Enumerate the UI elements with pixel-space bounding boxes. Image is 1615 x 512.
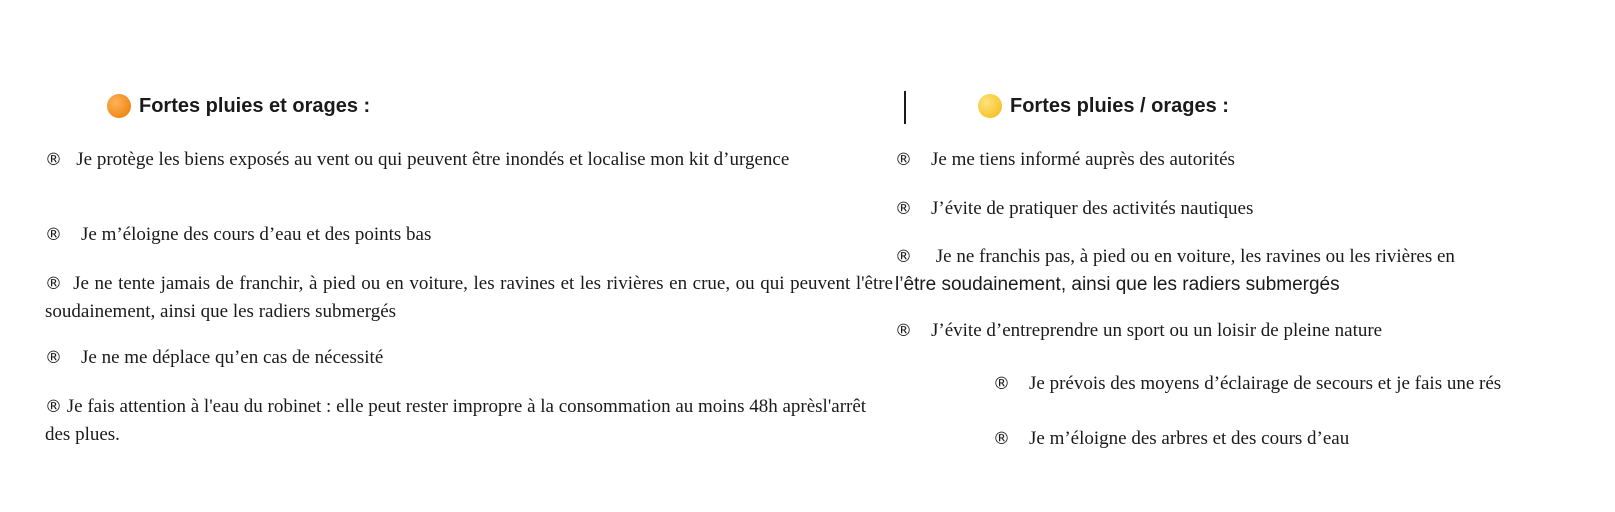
right-item-1-text: Je me tiens informé auprès des autorités [931,149,1235,170]
left-item-2-text: Je m’éloigne des cours d’eau et des points bas [81,224,432,245]
right-item-3-text: Je ne franchis pas, à pied ou en voiture, les ravines ou les rivières en [935,246,1455,267]
registered-bullet-icon: ® [45,150,62,170]
right-item-6-text: Je m’éloigne des arbres et des cours d’eau [1029,428,1350,449]
registered-bullet-icon: ® [895,199,912,219]
registered-bullet-icon: ® [895,321,912,341]
right-item-4 [895,317,1382,345]
left-item-1 [45,146,893,174]
right-item-3 [895,243,1615,299]
right-item-5 [993,370,1501,398]
left-item-1-text: Je protège les biens exposés au vent ou qui peuvent être inondés et localise mon kit d’urgence [76,149,790,170]
registered-bullet-icon: ® [895,247,912,267]
right-heading [978,94,1229,118]
left-heading-text: Fortes pluies et orages : [139,94,371,117]
registered-bullet-icon: ® [45,225,62,245]
registered-bullet-icon: ® [993,429,1010,449]
registered-bullet-icon: ® [45,274,62,294]
registered-bullet-icon: ® [45,348,62,368]
right-item-4-text: J’évite d’entreprendre un sport ou un loisir de pleine nature [931,320,1383,341]
registered-bullet-icon: ® [895,150,912,170]
right-item-5-text: Je prévois des moyens d’éclairage de secours et je fais une rés [1029,373,1502,394]
right-item-2 [895,195,1253,223]
right-item-2-text: J’évite de pratiquer des activités nautiques [931,198,1254,219]
right-column [895,0,1600,512]
right-item-1 [895,146,1235,174]
left-item-3 [45,270,893,326]
registered-bullet-icon: ® [45,397,62,417]
orange-circle-icon [107,94,131,118]
registered-bullet-icon: ® [993,374,1010,394]
left-item-5 [45,393,893,449]
left-item-4-text: Je ne me déplace qu’en cas de nécessité [81,347,384,368]
right-item-3-continuation: l’être soudainement, ainsi que les radiers submergés [895,274,1340,295]
left-heading [107,94,370,118]
left-item-4 [45,344,893,372]
right-heading-text: Fortes pluies / orages : [1010,94,1229,117]
left-item-3-text: Je ne tente jamais de franchir, à pied ou en voiture, les ravines et les rivières en crue, ou qui peuvent l'être soudainement, ainsi que les radiers submergés [45,273,893,322]
right-item-6 [993,425,1349,453]
yellow-circle-icon [978,94,1002,118]
left-item-5-text: Je fais attention à l'eau du robinet : elle peut rester impropre à la consommation au moins 48h aprèsl'arrêt des plues. [45,396,867,445]
left-item-2 [45,221,893,249]
